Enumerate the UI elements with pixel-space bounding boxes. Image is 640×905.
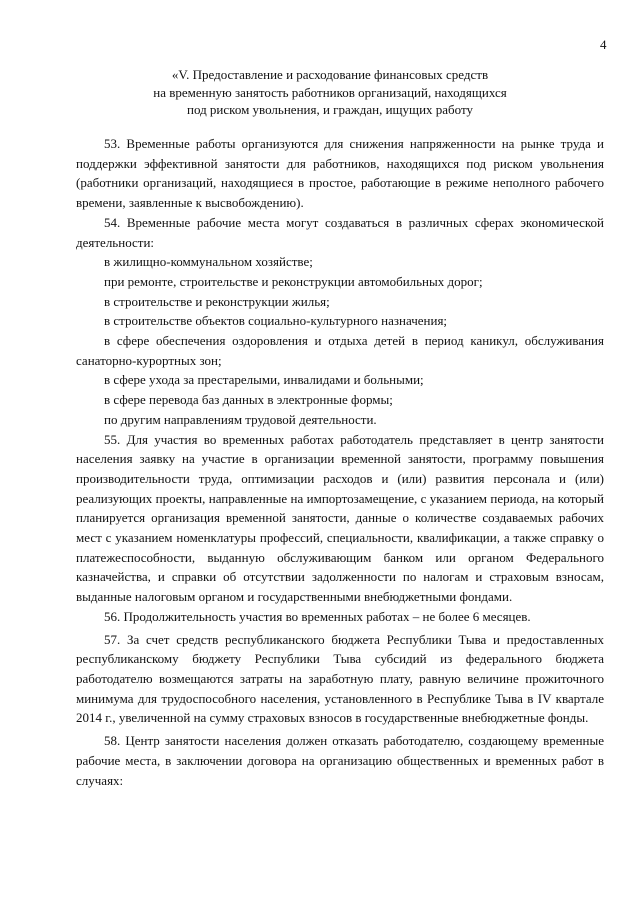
- sphere-item: при ремонте, строительстве и реконструкции автомобильных дорог;: [104, 273, 483, 289]
- heading-line-1: «V. Предоставление и расходование финансовых средств: [171, 67, 489, 82]
- clause-56: 56. Продолжительность участия во временных работах – не более 6 месяцев.: [104, 608, 531, 624]
- sphere-item: по другим направлениям трудовой деятельности.: [104, 411, 377, 427]
- page-number: 4: [600, 37, 607, 52]
- sphere-item: в строительстве и реконструкции жилья;: [104, 293, 330, 309]
- section-heading: [100, 66, 560, 119]
- clause-55: 55. Для участия во временных работах работодатель представляет в центр занятости населения заявку на участие в организации временной занятости, программу повышения производительности труда, оптимизации расходов и (или) развития персонала и (или) реализующих проекты, направленные на импортозамещение, с указанием периода, на который планируется организация временной занятости, данные о количестве создаваемых рабочих мест с указанием номенклатуры профессий, специальности, квалификации, а также справку о платежеспособности, выданную обслуживающим банком или органом Федерального казначейства, и справки об отсутствии задолженности по налогам и страховым взносам, выданные налоговым органом и государственными внебюджетными фондами.: [76, 431, 604, 605]
- document-body: [76, 134, 604, 790]
- clause-58: 58. Центр занятости населения должен отказать работодателю, создающему временные рабочие места, в заключении договора на организацию общественных и временных работ в случаях:: [76, 733, 604, 788]
- sphere-item: в строительстве объектов социально-культурного назначения;: [104, 313, 448, 329]
- clause-54: 54. Временные рабочие места могут создаваться в различных сферах экономической деятельности:: [76, 214, 604, 250]
- sphere-item: в сфере перевода баз данных в электронные формы;: [104, 392, 393, 408]
- clause-53: 53. Временные работы организуются для снижения напряженности на рынке труда и поддержки эффективной занятости для работников, находящихся под риском увольнения (работники организаций, находящиеся в простое, работающие в режиме неполного рабочего времени, заявленные к высвобождению).: [76, 136, 604, 211]
- sphere-item: в сфере ухода за престарелыми, инвалидами и больными;: [104, 372, 424, 388]
- heading-line-2: на временную занятость работников организаций, находящихся: [153, 84, 507, 100]
- clause-57: 57. За счет средств республиканского бюджета Республики Тыва и предоставленных республиканскому бюджету Республики Тыва субсидий из федерального бюджета работодателю возмещаются затраты на заработную плату, равную величине прожиточного минимума для трудоспособного населения, установленного в Республике Тыва в IV квартале 2014 г., увеличенной на сумму страховых взносов в государственные внебюджетные фонды.: [76, 631, 604, 726]
- sphere-item: в сфере обеспечения оздоровления и отдыха детей в период каникул, обслуживания санаторно-курортных зон;: [76, 333, 604, 368]
- sphere-item: в жилищно-коммунальном хозяйстве;: [104, 254, 313, 270]
- heading-line-3: под риском увольнения, и граждан, ищущих работу: [186, 102, 473, 117]
